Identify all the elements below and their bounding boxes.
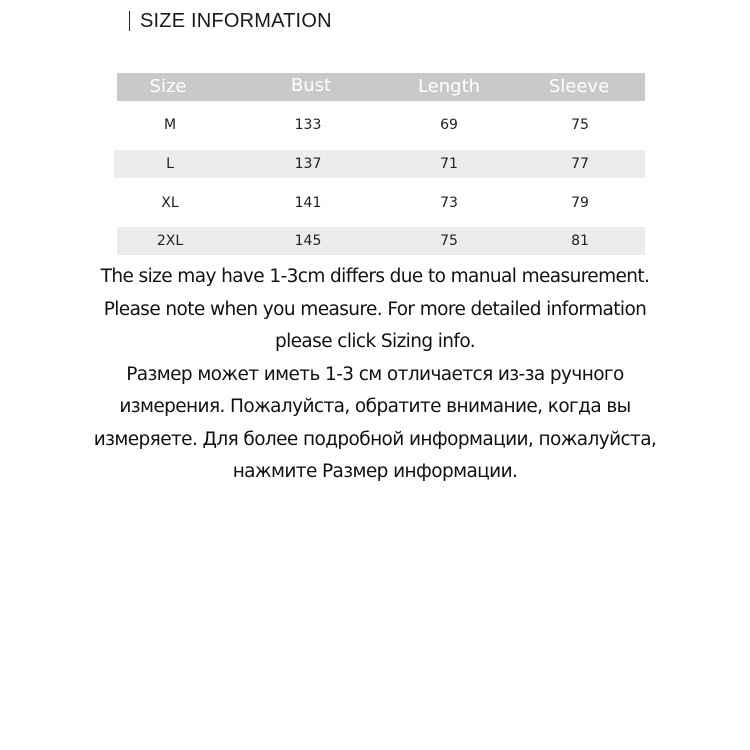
note-line-ru: измерения. Пожалуйста, обратите внимание, когда вы bbox=[119, 396, 631, 417]
cell-length: 73 bbox=[440, 195, 458, 211]
cell-size: L bbox=[166, 156, 174, 172]
cell-length: 71 bbox=[440, 156, 458, 172]
table-row bbox=[117, 227, 645, 255]
section-title-text: SIZE INFORMATION bbox=[140, 10, 332, 32]
table-row bbox=[117, 189, 645, 217]
note-line-en: The size may have 1-3cm differs due to manual measurement. bbox=[100, 266, 650, 287]
title-accent-bar bbox=[129, 11, 130, 31]
header-cell-sleeve: Sleeve bbox=[548, 76, 610, 97]
cell-sleeve: 77 bbox=[571, 156, 589, 172]
section-title bbox=[129, 9, 332, 33]
cell-sleeve: 81 bbox=[571, 233, 589, 249]
cell-bust: 137 bbox=[294, 156, 322, 172]
cell-size: 2XL bbox=[156, 233, 184, 249]
cell-bust: 141 bbox=[294, 195, 322, 211]
cell-bust: 133 bbox=[294, 117, 322, 133]
table-row bbox=[114, 150, 645, 178]
cell-length: 69 bbox=[440, 117, 458, 133]
table-row bbox=[117, 111, 645, 139]
header-cell-bust: Bust bbox=[290, 75, 332, 96]
header-cell-length: Length bbox=[417, 76, 481, 97]
table-header-row bbox=[117, 73, 645, 101]
note-line-en: please click Sizing info. bbox=[274, 331, 476, 352]
note-line-ru: Размер может иметь 1-3 см отличается из-за ручного bbox=[126, 363, 624, 385]
size-notes bbox=[0, 261, 750, 489]
cell-size: XL bbox=[161, 195, 179, 211]
cell-bust: 145 bbox=[294, 233, 322, 249]
header-cell-size: Size bbox=[149, 76, 187, 97]
cell-length: 75 bbox=[440, 233, 458, 249]
note-line-ru: нажмите Размер информации. bbox=[232, 461, 518, 482]
cell-size: M bbox=[163, 117, 177, 133]
note-line-ru: измеряете. Для более подробной информации, пожалуйста, bbox=[93, 428, 657, 450]
note-line-en: Please note when you measure. For more detailed information bbox=[103, 298, 647, 320]
cell-sleeve: 75 bbox=[571, 117, 589, 133]
cell-sleeve: 79 bbox=[571, 195, 589, 211]
